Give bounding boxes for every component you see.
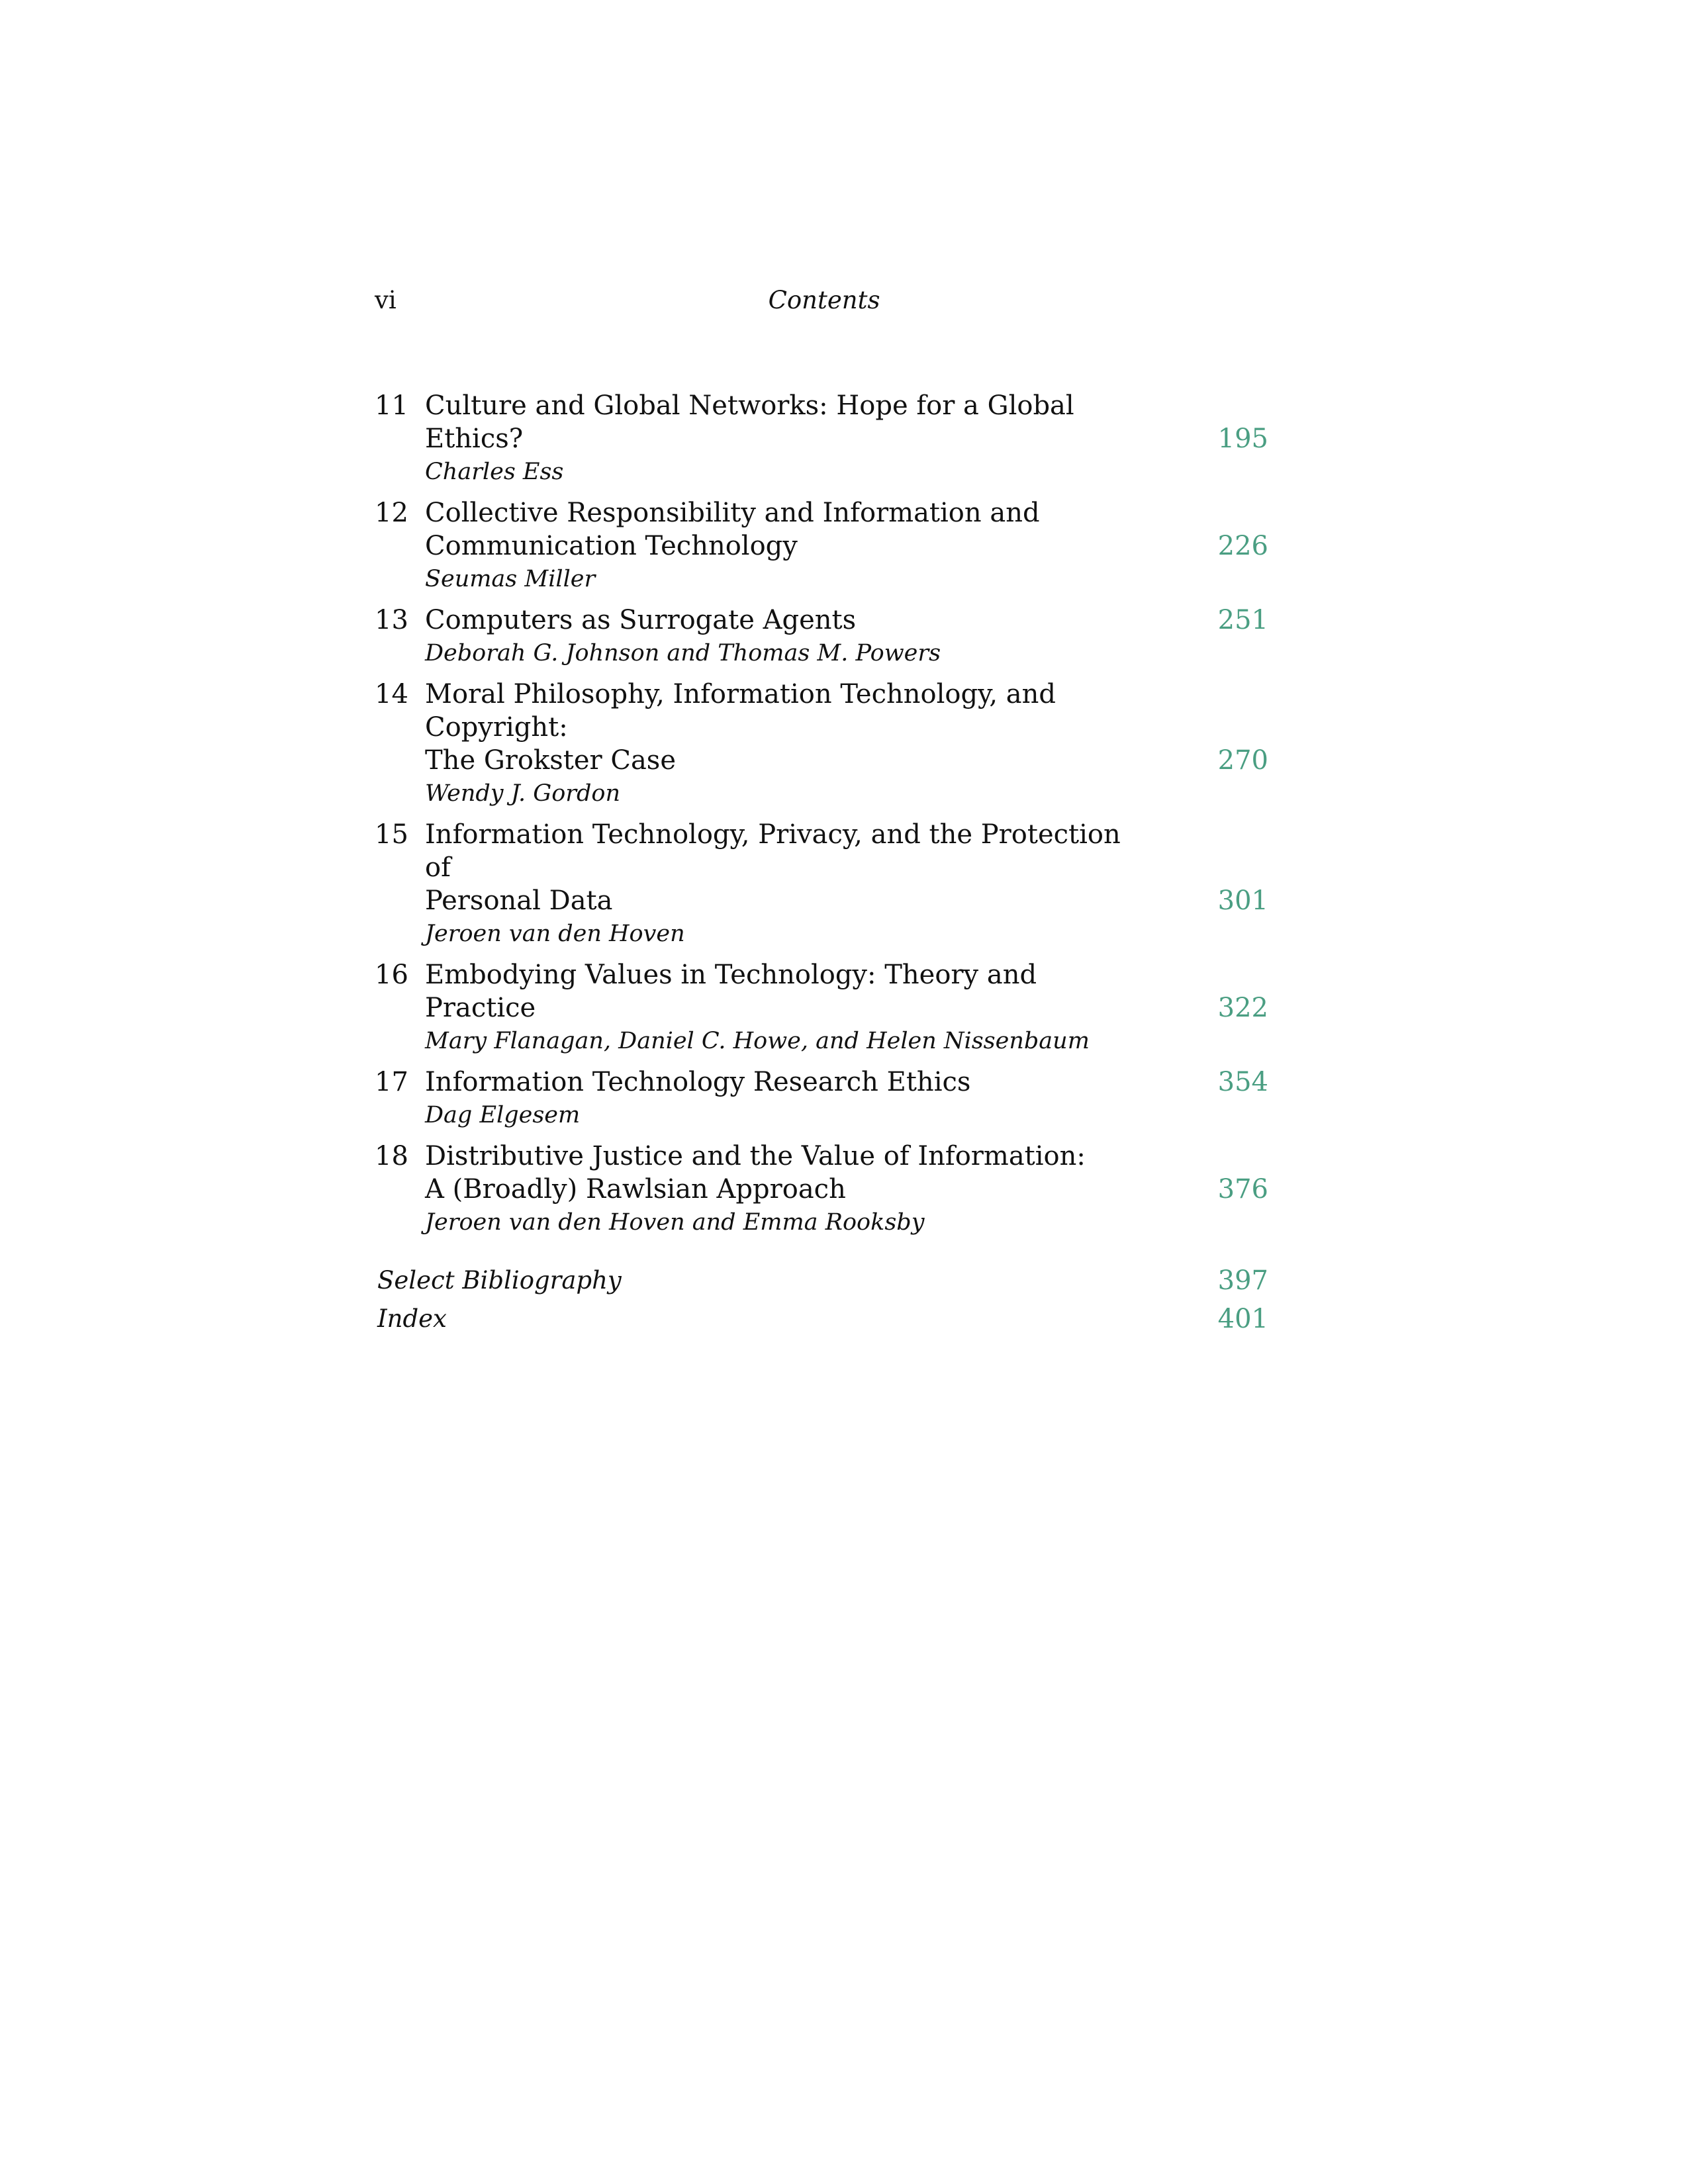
chapter-title-line: Information Technology, Privacy, and the Protection of	[425, 819, 1121, 883]
toc-entry-11[interactable]	[375, 389, 1268, 488]
toc-entry-18[interactable]	[375, 1140, 1268, 1239]
chapter-page-number: 376	[1217, 1174, 1268, 1205]
chapter-title-line: Embodying Values in Technology: Theory and Practice	[425, 960, 1037, 1023]
chapter-author: Jeroen van den Hoven	[425, 921, 685, 947]
toc-entry-16[interactable]	[375, 958, 1268, 1058]
chapter-number: 12	[375, 498, 408, 528]
chapter-author: Charles Ess	[425, 459, 564, 485]
chapter-title-line: Personal Data	[425, 886, 613, 916]
backmatter-page-number: 401	[1217, 1304, 1268, 1334]
chapter-author: Deborah G. Johnson and Thomas M. Powers	[425, 640, 941, 666]
toc-entry-15[interactable]	[375, 818, 1268, 950]
chapter-title-line: A (Broadly) Rawlsian Approach	[425, 1174, 846, 1205]
toc-entry-13[interactable]	[375, 604, 1268, 670]
backmatter-label: Select Bibliography	[377, 1266, 622, 1295]
chapter-title-line: Communication Technology	[425, 531, 798, 561]
chapter-page-number: 354	[1217, 1067, 1268, 1097]
chapter-page-number: 301	[1217, 886, 1268, 916]
chapter-author: Seumas Miller	[425, 566, 596, 592]
chapter-page-number: 251	[1217, 605, 1268, 635]
chapter-number: 11	[375, 390, 408, 421]
toc-entry-index[interactable]	[375, 1300, 1268, 1338]
chapter-title-line: Collective Responsibility and Information and	[425, 498, 1040, 528]
backmatter-label: Index	[377, 1304, 447, 1333]
chapter-number: 14	[375, 679, 408, 709]
table-of-contents	[375, 389, 1268, 1338]
chapter-author: Wendy J. Gordon	[425, 780, 621, 807]
chapter-author: Jeroen van den Hoven and Emma Rooksby	[425, 1209, 925, 1236]
chapter-title-line: Information Technology Research Ethics	[425, 1067, 971, 1097]
chapter-title-line: Moral Philosophy, Information Technology, and Copyright:	[425, 679, 1056, 743]
chapter-author: Dag Elgesem	[425, 1102, 581, 1128]
chapter-number: 17	[375, 1067, 408, 1097]
chapter-title-line: The Grokster Case	[425, 745, 676, 776]
chapter-number: 16	[375, 960, 408, 990]
chapter-page-number: 270	[1217, 745, 1268, 776]
chapter-number: 13	[375, 605, 408, 635]
page-title: Contents	[768, 286, 880, 314]
page-folio: vi	[375, 286, 397, 314]
running-head	[0, 281, 1688, 320]
chapter-number: 18	[375, 1141, 408, 1171]
chapter-page-number: 322	[1217, 993, 1268, 1023]
toc-entry-17[interactable]	[375, 1066, 1268, 1132]
chapter-title-line: Culture and Global Networks: Hope for a Global Ethics?	[425, 390, 1074, 454]
chapter-page-number: 195	[1217, 424, 1268, 454]
toc-entry-12[interactable]	[375, 496, 1268, 596]
chapter-title-line: Computers as Surrogate Agents	[425, 605, 857, 635]
toc-entry-bibliography[interactable]	[375, 1261, 1268, 1300]
toc-entry-14[interactable]	[375, 678, 1268, 810]
chapter-author: Mary Flanagan, Daniel C. Howe, and Helen Nissenbaum	[425, 1028, 1090, 1054]
chapter-number: 15	[375, 819, 408, 850]
backmatter-page-number: 397	[1217, 1265, 1268, 1296]
chapter-page-number: 226	[1217, 531, 1268, 561]
chapter-title-line: Distributive Justice and the Value of Information:	[425, 1141, 1086, 1171]
